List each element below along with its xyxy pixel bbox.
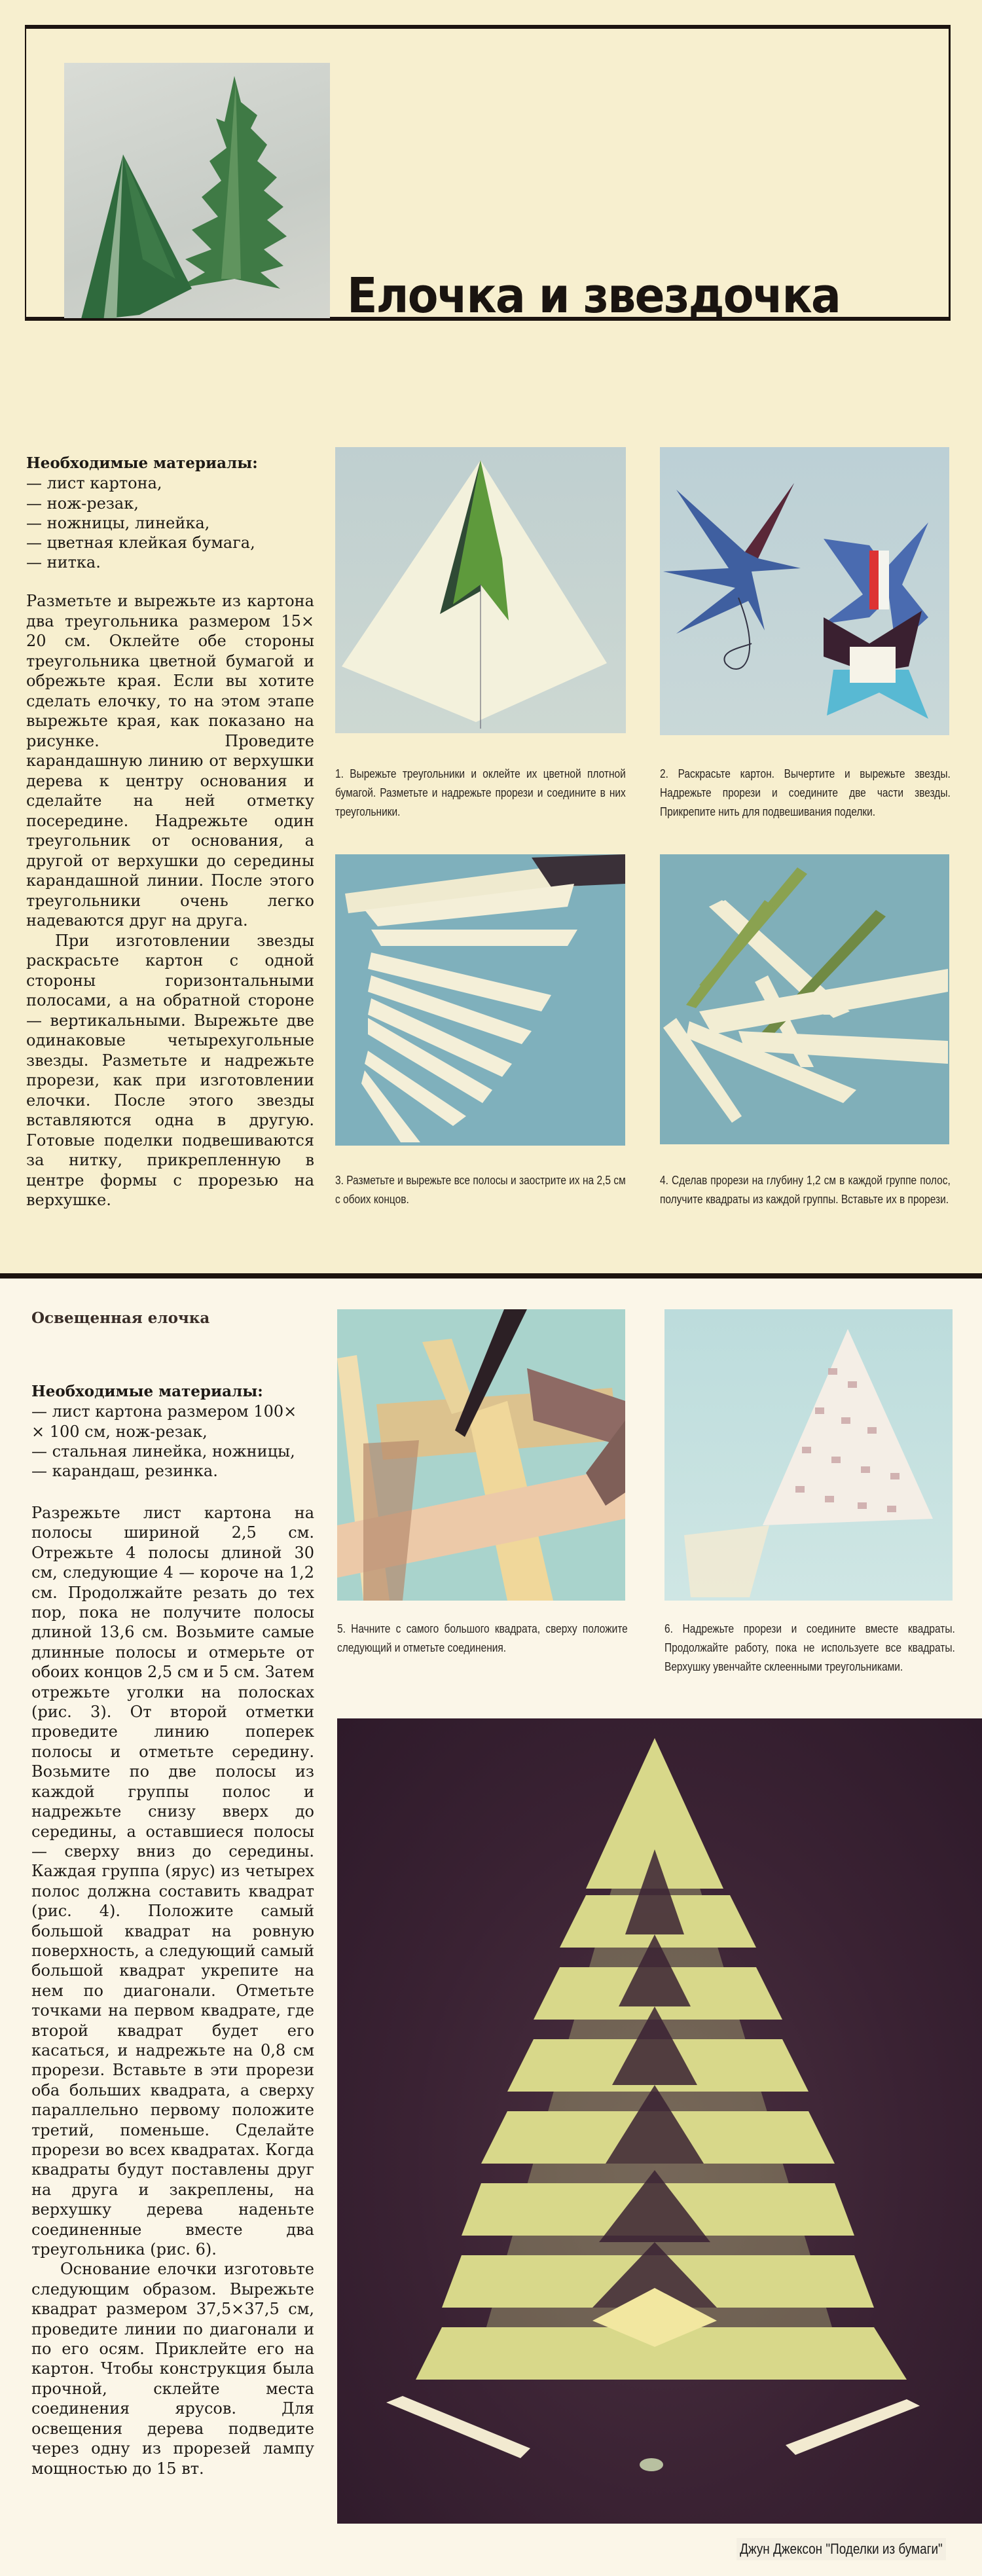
title-box [25,25,951,324]
materials-block-1 [26,454,314,573]
caption-3: 3. Разметьте и вырежьте все полосы и заострите их на 2,5 см с обоих концов. [335,1174,626,1206]
material-item: — лист картона размером 100× [31,1402,297,1421]
material-item: — карандаш, резинка. [31,1462,218,1481]
paragraph: Разметьте и вырежьте из картона два треугольника размером 15× 20 см. Оклейте обе стороны треугольника цветной бумагой и обрежьте края. Если вы хотите сделать елочку, то на этом этапе вырежьте края, как показано на рисунке. Проведите карандашную линию от верхушки дерева к центру основания и сделайте на ней отметку посередине. Надрежьте один треугольник от основания, а другой от верхушки до середины карандашной линии. После этого треугольники очень легко надеваются друг на друга. [26,592,314,930]
materials-block-2 [31,1382,319,1481]
material-item: — лист картона, [26,474,162,493]
paragraph: Основание елочки изготовьте следующим образом. Вырежьте квадрат размером 37,5×37,5 см, проведите линии по диагонали и по его осям. Приклейте его на картон. Чтобы конструкция была прочной, склейте места соединения ярусов. Для освещения дерева подведите через одну из прорезей лампу мощностью до 15 вт. [31,2260,314,2478]
material-item: × 100 см, нож-резак, [31,1422,208,1441]
photo-2-stars [660,447,949,735]
paragraph: Разрежьте лист картона на полосы шириной 2,5 см. Отрежьте 4 полосы длиной 30 см, следующие 4 — короче на 1,2 см. Продолжайте резать до тех пор, пока не получите полосы длиной 13,6 см. Возьмите самые длинные полосы и отмерьте от обоих концов 2,5 см и 5 см. Затем отрежьте уголки на полосках (рис. 3). От второй отметки проведите линию поперек полосы и отметьте середину. Возьмите по две полосы из каждой группы полос и надрежьте снизу вверх до середины, а оставшиеся полосы — сверху вниз до середины. Каждая группа (ярус) из четырех полос должна составить квадрат (рис. 4). Положите самый большой квадрат на ровную поверхность, а следующий самый большой квадрат укрепите на нем по диагонали. Отметьте точками на первом квадрате, где второй квадрат будет его касаться, и надрежьте на 0,8 см прорези. Вставьте в эти прорези оба больших квадрата, а сверху параллельно первому положите третий, поменьше. Сделайте прорези во всех квадратах. Когда квадраты будут поставлены друг на друга и закреплены, на верхушку дерева наденьте соединенные вместе два треугольника (рис. 6). [31,1504,314,2259]
caption-5: 5. Начните с самого большого квадрата, сверху положите следующий и отметьте соединения. [337,1622,628,1654]
photo-6-white-tree [664,1309,953,1601]
section-divider [0,1273,982,1279]
caption-2: 2. Раскрасьте картон. Вычертите и вырежьте звезды. Надрежьте прорези и соедините две части звезды. Прикрепите нить для подвешивания поделки. [660,767,951,818]
material-item: — стальная линейка, ножницы, [31,1442,295,1460]
material-item: — нитка. [26,553,101,572]
material-item: — ножницы, линейка, [26,513,210,532]
materials-heading: Необходимые материалы: [26,454,258,472]
photo-4-slotted-strips [660,854,949,1144]
photo-1-triangles [335,447,626,733]
caption-4: 4. Сделав прорези на глубину 1,2 см в каждой группе полос, получите квадраты из каждой группы. Вставьте их в прорези. [660,1174,951,1206]
page-title: Елочка и звездочка [347,268,841,324]
photo-5-square-assembly [337,1309,625,1601]
caption-1: 1. Вырежьте треугольники и оклейте их цветной плотной бумагой. Разметьте и надрежьте прорези и соедините в них треугольники. [335,767,626,818]
material-item: — цветная клейкая бумага, [26,534,255,553]
paper-trees-photo [64,63,330,318]
photo-lit-tree [337,1718,982,2524]
instructions-text-1 [26,591,314,1210]
materials-heading: Необходимые материалы: [31,1383,263,1400]
instructions-text-2 [31,1503,314,2478]
section-title: Освещенная елочка [31,1309,210,1327]
photo-3-strips [335,854,625,1146]
paragraph: При изготовлении звезды раскрасьте картон с одной стороны горизонтальными полосами, а на обратной стороне — вертикальными. Вырежьте две одинаковые четырехугольные звезды. Разметьте и надрежьте прорези, как при изготовлении елочки. После этого звезды вставляются одна в другую. Готовые поделки подвешиваются за нитку, прикрепленную в центре формы с прорезью на верхушке. [26,931,314,1209]
book-credit: Джун Джексон "Поделки из бумаги" [736,2538,946,2560]
material-item: — нож-резак, [26,494,139,513]
caption-6: 6. Надрежьте прорези и соедините вместе квадраты. Продолжайте работу, пока не используете все квадраты. Верхушку увенчайте склеенными треугольниками. [664,1622,955,1673]
